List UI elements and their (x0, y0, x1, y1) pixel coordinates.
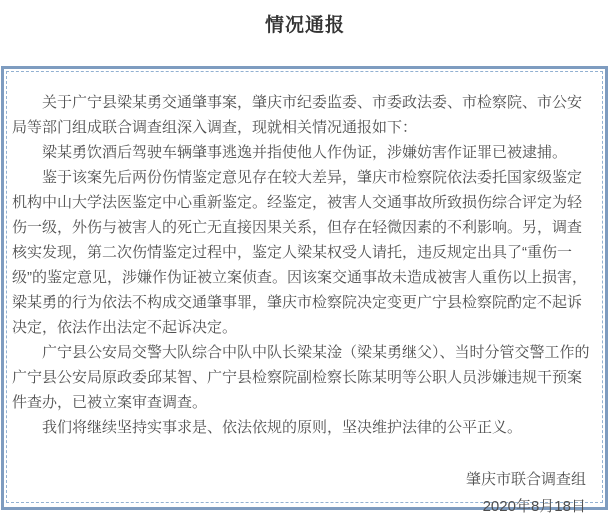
notice-paragraph-arrest: 梁某勇饮酒后驾驶车辆肇事逃逸并指使他人作伪证，涉嫌妨害作证罪已被逮捕。 (42, 144, 568, 161)
signature-org: 肇庆市联合调查组 (465, 471, 586, 488)
notice-paragraph-appraisal: 鉴于该案先后两份伤情鉴定意见存在较大差异，肇庆市检察院依法委托国家级鉴定机构中山大学法医鉴定中心重新鉴定。经鉴定，被害人交通事故所致损伤综合评定为轻伤一级，外伤与被害人的死亡无直接因果关系，但存在轻微因素的不利影响。另，调查核实发现，第二次伤情鉴定过程中，鉴定人梁某权受人请托，违反规定出具了“重伤一级”的鉴定意见，涉嫌作伪证被立案侦查。因该案交通事故未造成被害人重伤以上损害，梁某勇的行为依法不构成交通肇事罪，肇庆市检察院决定变更广宁县检察院酌定不起诉决定，依法作出法定不起诉决定。 (12, 169, 587, 336)
page-title: 情况通报 (264, 15, 345, 36)
notice-paragraph-officials: 广宁县公安局交警大队综合中队中队长梁某淦（梁某勇继父）、当时分管交警工作的广宁县公安局原政委邱某智、广宁县检察院副检察长陈某明等公职人员涉嫌违规干预案件查办，已被立案审查调查。 (12, 344, 590, 411)
notice-content-area (6, 71, 603, 515)
notice-border-box (1, 66, 608, 515)
signature-block (12, 466, 594, 520)
notice-paragraph-closing: 我们将继续坚持实事求是、依法依规的原则，坚决维护法律的公平正义。 (42, 419, 523, 436)
signature-date: 2020年8月18日 (482, 498, 586, 515)
notice-paragraph-intro: 关于广宁县梁某勇交通肇事案，肇庆市纪委监委、市委政法委、市检察院、市公安局等部门组成联合调查组深入调查，现就相关情况通报如下： (12, 94, 583, 136)
